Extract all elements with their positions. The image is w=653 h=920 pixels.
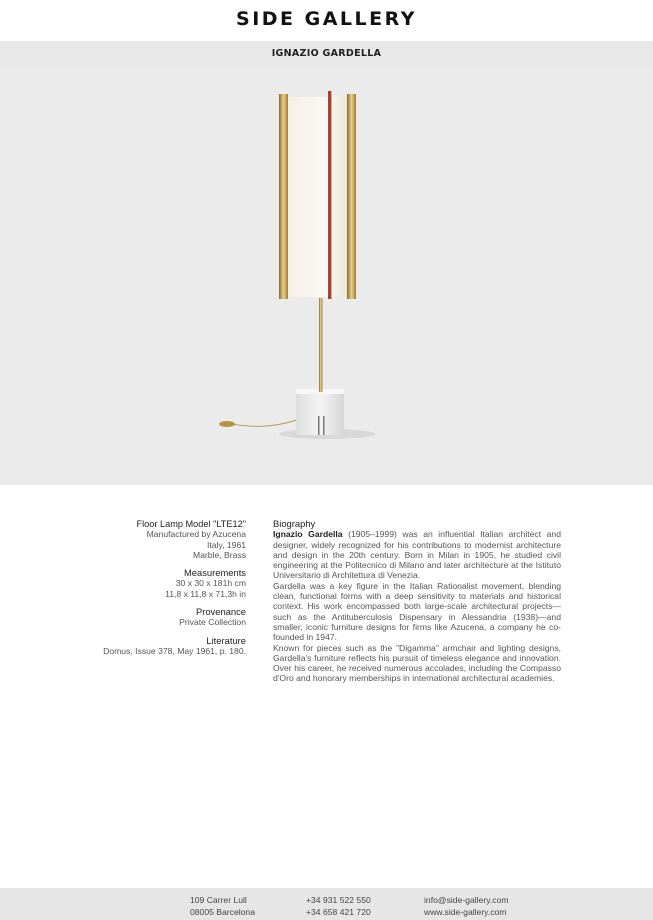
- base-slot-right: [323, 416, 325, 435]
- measurements-cm: 30 x 30 x 181h cm: [175, 578, 246, 589]
- measurements-heading: Measurements: [183, 567, 246, 579]
- measurements-in: 11,8 x 11,8 x 71,3h in: [165, 588, 246, 599]
- shade-divider-edge: [331, 91, 332, 299]
- lamp-shade: [286, 97, 350, 297]
- shade-brass-frame-right: [347, 94, 356, 299]
- address-line-1: 109 Carrer Lull: [190, 895, 247, 905]
- product-title: Floor Lamp Model "LTE12": [136, 519, 246, 529]
- phone-1[interactable]: +34 931 522 550: [306, 895, 371, 905]
- footer-phones: [306, 894, 371, 918]
- biography-name: Ignazio Gardella: [273, 529, 343, 540]
- footer-contact: [424, 894, 509, 918]
- provenance-value: Private Collection: [179, 617, 246, 628]
- biography-text-1: (1905–1999) was an influential Italian architect and designer, widely recognized for his contributions to modernist architecture and design in the 20th century. Born in Milan in 1905, he studied civil engineering at the Politecnico di Milano and later architecture at the Istituto Universitario di Architettura di Venezia.: [273, 529, 561, 581]
- manufacturer: Manufactured by Azucena: [146, 529, 246, 540]
- artist-name: IGNAZIO GARDELLA: [271, 48, 382, 59]
- address-line-2: 08005 Barcelona: [190, 907, 255, 917]
- brass-stem: [319, 298, 323, 392]
- floor-lamp-illustration: [0, 67, 653, 485]
- gallery-logo: SIDE GALLERY: [236, 8, 417, 30]
- website-link[interactable]: www.side-gallery.com: [424, 907, 507, 917]
- biography-heading: Biography: [273, 518, 316, 529]
- origin-date: Italy, 1961: [206, 539, 246, 550]
- shade-brass-frame-left: [279, 94, 288, 299]
- literature-value: Domus, Issue 378, May 1961, p. 180.: [103, 645, 246, 656]
- biography-section: [273, 519, 561, 684]
- biography-paragraph-1: [273, 529, 561, 580]
- footer-address: [190, 894, 255, 918]
- biography-paragraph-3: Known for pieces such as the "Digamma" armchair and lighting designs, Gardella's furniture reflects his pursuit of timeless elegance and innovation. Over his career, he received numerous accolades, including the Compasso d'Oro and honorary memberships in international architectural academies.: [273, 642, 561, 684]
- marble-base: [296, 393, 344, 435]
- footer: [0, 888, 653, 920]
- phone-2[interactable]: +34 658 421 720: [306, 907, 371, 917]
- materials: Marble, Brass: [192, 549, 246, 560]
- shade-red-divider: [328, 91, 331, 299]
- product-details: [60, 519, 246, 656]
- email-link[interactable]: info@side-gallery.com: [424, 895, 509, 905]
- literature-heading: Literature: [206, 634, 246, 646]
- product-photo: [0, 67, 653, 485]
- base-slot-left: [318, 416, 320, 435]
- artist-name-bar: [0, 41, 653, 67]
- lamp-cable: [232, 419, 300, 426]
- provenance-heading: Provenance: [195, 606, 246, 618]
- biography-paragraph-2: Gardella was a key figure in the Italian Rationalist movement, blending clean, functional forms with a deep sensitivity to materials and historical context. His work encompassed both large-scale architectural projects—such as the Antituberculosis Dispensary in Alessandria (1938)—and smaller, iconic furniture designs for firms like Azucena, a company he co-founded in 1947.: [273, 580, 561, 643]
- foot-switch: [219, 421, 235, 427]
